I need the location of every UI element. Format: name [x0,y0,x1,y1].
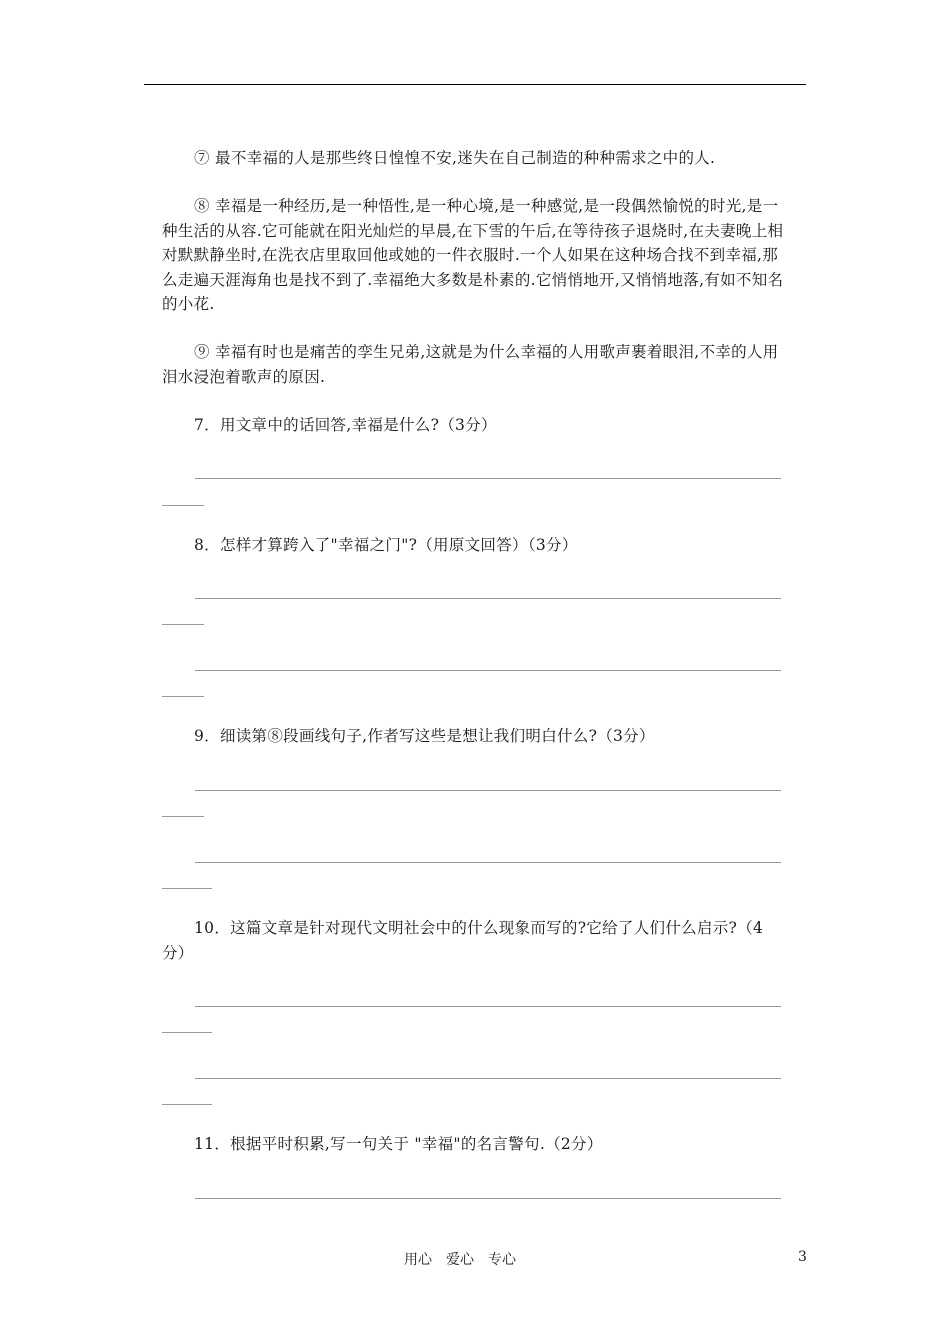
question-7: 7．用文章中的话回答,幸福是什么?（3分） [194,416,497,434]
answer-line[interactable] [195,670,781,671]
question-11: 11．根据平时积累,写一句关于 "幸福"的名言警句.（2分） [194,1135,603,1153]
answer-line-tail [162,1104,212,1105]
answer-line[interactable] [195,1078,781,1079]
answer-line[interactable] [195,790,781,791]
header-rule [144,84,806,85]
answer-line[interactable] [195,598,781,599]
question-9: 9．细读第⑧段画线句子,作者写这些是想让我们明白什么?（3分） [194,727,655,745]
answer-line[interactable] [195,862,781,863]
question-8: 8．怎样才算跨入了"幸福之门"?（用原文回答）（3分） [194,536,578,554]
answer-line[interactable] [195,1198,781,1199]
answer-line[interactable] [195,478,781,479]
answer-line-tail [162,624,204,625]
paragraph-8: ⑧ 幸福是一种经历,是一种悟性,是一种心境,是一种感觉,是一段偶然愉悦的时光,是一种生活的从容.它可能就在阳光灿烂的早晨,在下雪的午后,在等待孩子退烧时,在夫妻晚上相对默默静坐时,在洗衣店里取回他或她的一件衣服时.一个人如果在这种场合找不到幸福,那么走遍天涯海角也是找不到了.幸福绝大多数是朴素的.它悄悄地开,又悄悄地落,有如不知名的小花. [162,197,784,313]
answer-line-tail [162,505,204,506]
answer-line-tail [162,1032,212,1033]
answer-line-tail [162,816,204,817]
paragraph-9: ⑨ 幸福有时也是痛苦的孪生兄弟,这就是为什么幸福的人用歌声裹着眼泪,不幸的人用泪水浸泡着歌声的原因. [162,343,779,386]
answer-line-tail [162,696,204,697]
page-number: 3 [798,1249,807,1265]
answer-line[interactable] [195,1006,781,1007]
question-10: 10．这篇文章是针对现代文明社会中的什么现象而写的?它给了人们什么启示?（4分） [162,919,764,962]
paragraph-7: ⑦ 最不幸福的人是那些终日惶惶不安,迷失在自己制造的种种需求之中的人. [194,149,716,167]
answer-line-tail [162,888,212,889]
footer-text: 用心 爱心 专心 [404,1252,516,1268]
